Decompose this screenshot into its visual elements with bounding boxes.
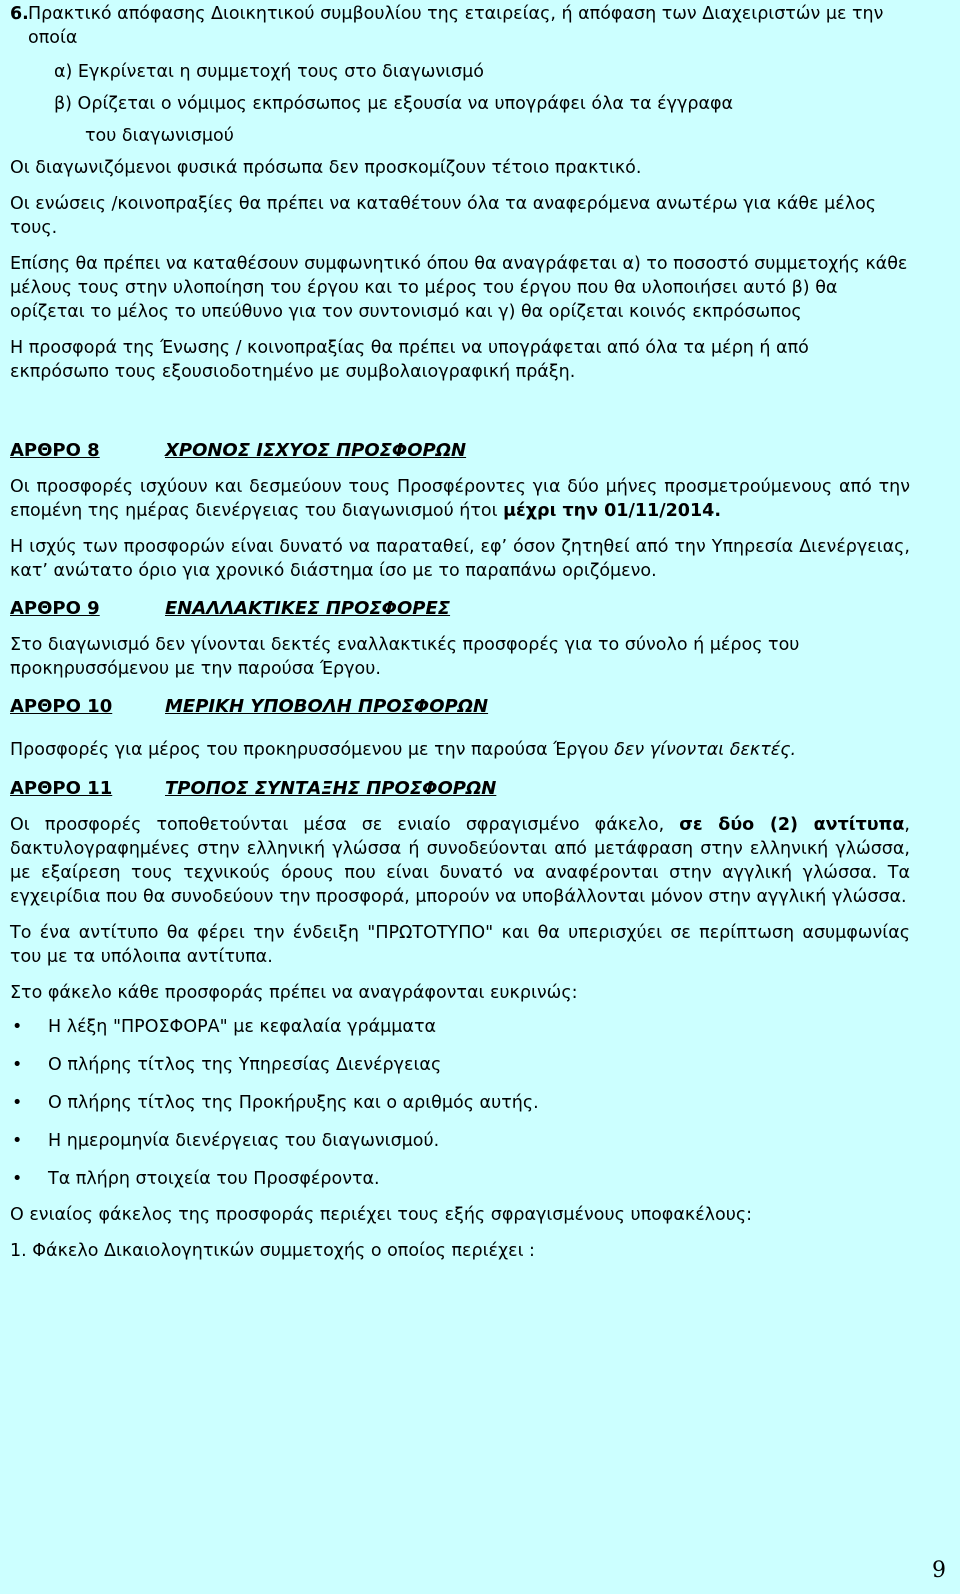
italic-text: δεν γίνονται δεκτές. bbox=[614, 740, 797, 760]
paragraph: 1. Φάκελο Δικαιολογητικών συμμετοχής ο οποίος περιέχει : bbox=[10, 1241, 535, 1261]
list-item-text: Η ημερομηνία διενέργειας του διαγωνισμού. bbox=[48, 1131, 440, 1151]
list-item-6 bbox=[10, 2, 910, 50]
list-item bbox=[10, 1053, 910, 1077]
article-title: ΕΝΑΛΛΑΚΤΙΚΕΣ ΠΡΟΣΦΟΡΕΣ bbox=[165, 598, 451, 619]
paragraph: Οι ενώσεις /κοινοπραξίες θα πρέπει να καταθέτουν όλα τα αναφερόμενα ανωτέρω για κάθε μέλος τους. bbox=[10, 194, 877, 238]
sub-item-b-cont: του διαγωνισμού bbox=[85, 126, 234, 146]
list-item bbox=[10, 1091, 910, 1115]
paragraph: Ο ενιαίος φάκελος της προσφοράς περιέχει τους εξής σφραγισμένους υποφακέλους: bbox=[10, 1205, 753, 1225]
list-item bbox=[10, 1167, 910, 1191]
paragraph: Το ένα αντίτυπο θα φέρει την ένδειξη "ΠΡΩΤΟΤΥΠΟ" και θα υπερισχύει σε περίπτωση ασυμφωνίας του με τα υπόλοιπα αντίτυπα. bbox=[10, 923, 910, 967]
paragraph-text: Οι προσφορές τοποθετούνται μέσα σε ενιαίο σφραγισμένο φάκελο, bbox=[10, 815, 680, 835]
article-number: ΑΡΘΡΟ 9 bbox=[10, 598, 100, 619]
sub-item-a: α) Εγκρίνεται η συμμετοχή τους στο διαγωνισμό bbox=[54, 62, 484, 82]
bullet-icon: • bbox=[12, 1055, 23, 1075]
article-number: ΑΡΘΡΟ 11 bbox=[10, 778, 113, 799]
list-item-text: Ο πλήρης τίτλος της Προκήρυξης και ο αριθμός αυτής. bbox=[48, 1093, 539, 1113]
article-heading bbox=[10, 439, 910, 463]
paragraph bbox=[10, 475, 910, 523]
date-bold: μέχρι την 01/11/2014. bbox=[503, 501, 721, 521]
paragraph bbox=[10, 813, 910, 909]
list-item-text: Ο πλήρης τίτλος της Υπηρεσίας Διενέργειας bbox=[48, 1055, 442, 1075]
sub-item-b: β) Ορίζεται ο νόμιμος εκπρόσωπος με εξουσία να υπογράφει όλα τα έγγραφα bbox=[54, 94, 734, 114]
paragraph: Η προσφορά της Ένωσης / κοινοπραξίας θα πρέπει να υπογράφεται από όλα τα μέρη ή από εκπρόσωπο τους εξουσιοδοτημένο με συμβολαιογραφική πράξη. bbox=[10, 338, 809, 382]
paragraph-text: , δακτυλογραφημένες στην ελληνική γλώσσα ή συνοδεύονται από μετάφραση στην ελληνική γλώσσα, με εξαίρεση τους τεχνικούς όρους που είναι δυνατό να αναφέρονται στην αγγλική γλώσσα. Τα εγχειρίδια που θα συνοδεύουν την προσφορά, μπορούν να υποβάλλονται μόνον στην αγγλική γλώσσα. bbox=[10, 815, 910, 907]
item-text: Πρακτικό απόφασης Διοικητικού συμβουλίου της εταιρείας, ή απόφαση των Διαχειριστών με την οποία bbox=[28, 4, 884, 48]
paragraph-text: Οι προσφορές ισχύουν και δεσμεύουν τους Προσφέροντες για δύο μήνες προσμετρούμενους από την επομένη της ημέρας διενέργειας του διαγωνισμού ήτοι bbox=[10, 477, 910, 521]
article-heading bbox=[10, 597, 910, 621]
paragraph bbox=[10, 735, 910, 765]
paragraph-text: Προσφορές για μέρος του προκηρυσσόμενου με την παρούσα Έργου bbox=[10, 740, 615, 760]
paragraph: Στο φάκελο κάθε προσφοράς πρέπει να αναγράφονται ευκρινώς: bbox=[10, 983, 578, 1003]
item-number: 6. bbox=[10, 4, 29, 24]
paragraph: Οι διαγωνιζόμενοι φυσικά πρόσωπα δεν προσκομίζουν τέτοιο πρακτικό. bbox=[10, 158, 642, 178]
bullet-icon: • bbox=[12, 1093, 23, 1113]
article-number: ΑΡΘΡΟ 10 bbox=[10, 696, 113, 717]
bullet-icon: • bbox=[12, 1131, 23, 1151]
paragraph: Η ισχύς των προσφορών είναι δυνατό να παραταθεί, εφ’ όσον ζητηθεί από την Υπηρεσία Διενέργειας, κατ’ ανώτατο όριο για χρονικό διάστημα ίσο με το παραπάνω οριζόμενο. bbox=[10, 537, 910, 581]
page-number: 9 bbox=[932, 1558, 946, 1583]
list-item-text: Τα πλήρη στοιχεία του Προσφέροντα. bbox=[48, 1169, 380, 1189]
article-title: ΧΡΟΝΟΣ ΙΣΧΥΟΣ ΠΡΟΣΦΟΡΩΝ bbox=[165, 440, 467, 461]
paragraph: Επίσης θα πρέπει να καταθέσουν συμφωνητικό όπου θα αναγράφεται α) το ποσοστό συμμετοχής κάθε μέλους τους στην υλοποίηση του έργου και το μέρος του έργου που θα υλοποιήσει αυτό β) θα ορίζεται το μέλος το υπεύθυνο για τον συντονισμό και γ) θα ορίζεται κοινός εκπρόσωπος bbox=[10, 254, 908, 322]
bullet-icon: • bbox=[12, 1169, 23, 1189]
article-number: ΑΡΘΡΟ 8 bbox=[10, 440, 100, 461]
article-heading bbox=[10, 777, 910, 801]
document-page bbox=[10, 0, 910, 1263]
bold-text: σε δύο (2) αντίτυπα bbox=[679, 815, 905, 835]
article-heading bbox=[10, 695, 910, 719]
list-item-text: Η λέξη "ΠΡΟΣΦΟΡΑ" με κεφαλαία γράμματα bbox=[48, 1017, 437, 1037]
list-item bbox=[10, 1129, 910, 1153]
bullet-list bbox=[10, 1015, 910, 1191]
article-title: ΤΡΟΠΟΣ ΣΥΝΤΑΞΗΣ ΠΡΟΣΦΟΡΩΝ bbox=[165, 778, 497, 799]
bullet-icon: • bbox=[12, 1017, 23, 1037]
list-item bbox=[10, 1015, 910, 1039]
paragraph: Στο διαγωνισμό δεν γίνονται δεκτές εναλλακτικές προσφορές για το σύνολο ή μέρος του προκηρυσσόμενου με την παρούσα Έργου. bbox=[10, 635, 800, 679]
article-title: ΜΕΡΙΚΗ ΥΠΟΒΟΛΗ ΠΡΟΣΦΟΡΩΝ bbox=[165, 696, 489, 717]
